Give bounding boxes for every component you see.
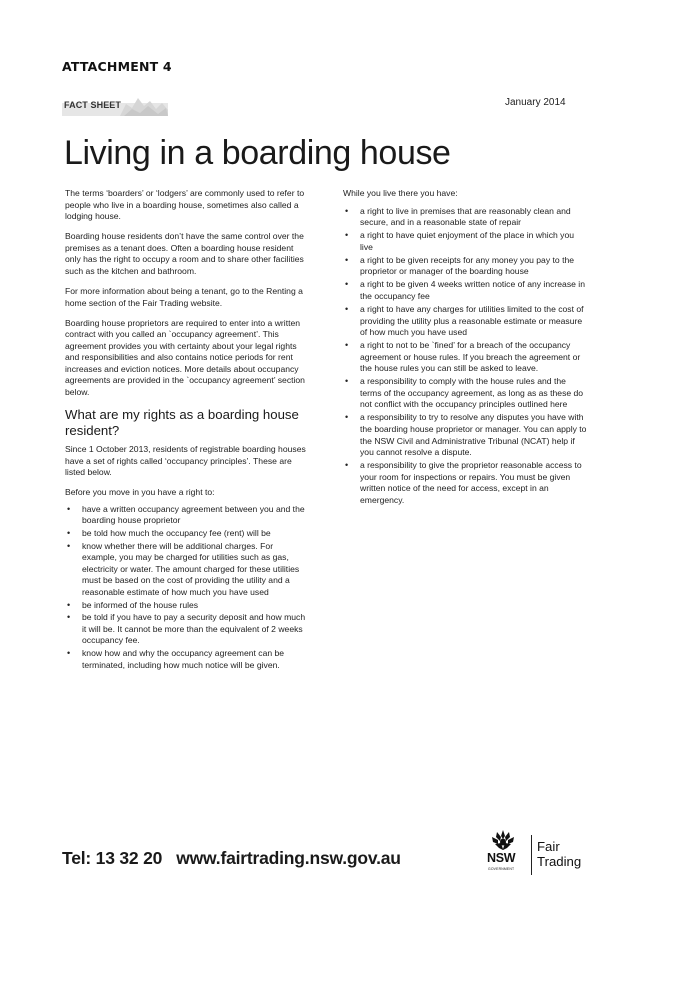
trading-wordmark: Trading [537, 854, 582, 869]
government-wordmark: GOVERNMENT [488, 867, 515, 871]
list-item: • a right to have quiet enjoyment of the place in which you live [345, 230, 575, 252]
bullet-icon: • [67, 647, 71, 658]
list-item: • a responsibility to comply with the house rules and the terms of the occupancy agreement, as long as as these do not conflict with the occupancy principles outlined here [345, 376, 584, 410]
fair-wordmark: Fair [537, 839, 560, 854]
tenant-info-paragraph: For more information about being a tenant, go to the Renting a home section of the Fair Trading website. [65, 285, 303, 308]
nsw-wordmark: NSW [487, 851, 516, 865]
bullet-icon: • [67, 612, 71, 623]
telephone-number: Tel: 13 32 20 [62, 848, 163, 868]
list-item: • a right to live in premises that are reasonably clean and secure, and in a reasonable state of repair [345, 205, 571, 228]
page-title: Living in a boarding house [64, 134, 451, 172]
fact-sheet-label: FACT SHEET [64, 100, 122, 110]
bullet-icon: • [345, 460, 349, 471]
fact-sheet-band [62, 94, 168, 116]
bullet-icon: • [345, 279, 349, 290]
bullet-icon: • [345, 376, 349, 387]
bullet-icon: • [67, 540, 71, 551]
bullet-icon: • [345, 340, 349, 351]
logo-divider [531, 835, 532, 875]
bullet-icon: • [345, 254, 349, 265]
occupancy-principles-paragraph: Since 1 October 2013, residents of registrable boarding houses have a set of rights called ‘occupancy principles’. These are listed below. [65, 444, 306, 478]
publication-date: January 2014 [505, 97, 566, 108]
bullet-icon: • [67, 503, 71, 514]
bullet-icon: • [345, 303, 349, 314]
bullet-icon: • [345, 412, 349, 423]
list-item: • have a written occupancy agreement between you and the boarding house proprietor [67, 503, 305, 526]
list-item: • know whether there will be additional charges. For example, you may be charged for utilities such as gas, electricity or water. The amount charged for these utilities must be based on the cost of providing the utility and a reasonable estimate of how much you have used [67, 540, 300, 597]
footer-contact [62, 848, 401, 869]
list-item: • be informed of the house rules [67, 599, 199, 610]
nsw-fair-trading-logo [476, 829, 588, 879]
list-item: • a right to not to be `fined’ for a breach of the occupancy agreement or house rules. If you breach the agreement or the house rules you can still be asked to leave. [345, 340, 581, 374]
list-item: • a right to have any charges for utilities limited to the cost of providing the utility plus a reasonable estimate or measure of how much you have used [345, 303, 584, 338]
left-column [65, 188, 308, 672]
control-paragraph: Boarding house residents don’t have the same control over the premises as a tenant does. Often a boarding house resident only has the right to occupy a room and to share other facilities such as the kitchen and bathroom. [65, 231, 304, 276]
bullet-icon: • [67, 599, 71, 610]
while-you-live-paragraph: While you live there you have: [343, 188, 458, 198]
occupancy-agreement-paragraph: Boarding house proprietors are required to enter into a written contract with you called an `occupancy agreement’. This agreement provides you with certainty about your legal rights and responsibilities and also contains notice periods for rent increases and eviction notices. More details about occupancy agreements are provided in the `occupancy agreement’ section below. [65, 317, 305, 398]
list-item: • a responsibility to give the proprietor reasonable access to your room for inspections or repairs. You must be given written notice of the need for access, except in an emergency. [345, 460, 582, 505]
right-column [343, 188, 588, 508]
website-link[interactable]: www.fairtrading.nsw.gov.au [176, 848, 401, 868]
bullet-icon: • [345, 230, 349, 241]
before-move-in-list [65, 504, 308, 671]
rights-heading: What are my rights as a boarding house resident? [65, 407, 299, 439]
waratah-icon [490, 829, 516, 851]
list-item: • know how and why the occupancy agreement can be terminated, including how much notice will be given. [67, 647, 285, 670]
attachment-label: ATTACHMENT 4 [62, 59, 172, 74]
list-item: • a right to be given 4 weeks written notice of any increase in the occupancy fee [345, 279, 585, 301]
intro-paragraph: The terms ‘boarders’ or ‘lodgers’ are commonly used to refer to people who live in a boarding house, sometimes also called a lodging house. [65, 188, 305, 222]
list-item: • a right to be given receipts for any money you pay to the proprietor or manager of the boarding house [345, 254, 575, 277]
list-item: • be told if you have to pay a security deposit and how much it will be. It cannot be more than the equivalent of 2 weeks occupancy fee. [67, 612, 306, 646]
list-item: • a responsibility to try to resolve any disputes you have with the boarding house proprietor or manager. You can apply to the NSW Civil and Administrative Tribunal (NCAT) help if you cannot resolve a dispute. [345, 412, 587, 458]
list-item: • be told how much the occupancy fee (rent) will be [67, 528, 271, 539]
bullet-icon: • [67, 528, 71, 539]
while-you-live-list [343, 206, 588, 507]
bullet-icon: • [345, 205, 349, 216]
before-move-in-paragraph: Before you move in you have a right to: [65, 487, 215, 498]
